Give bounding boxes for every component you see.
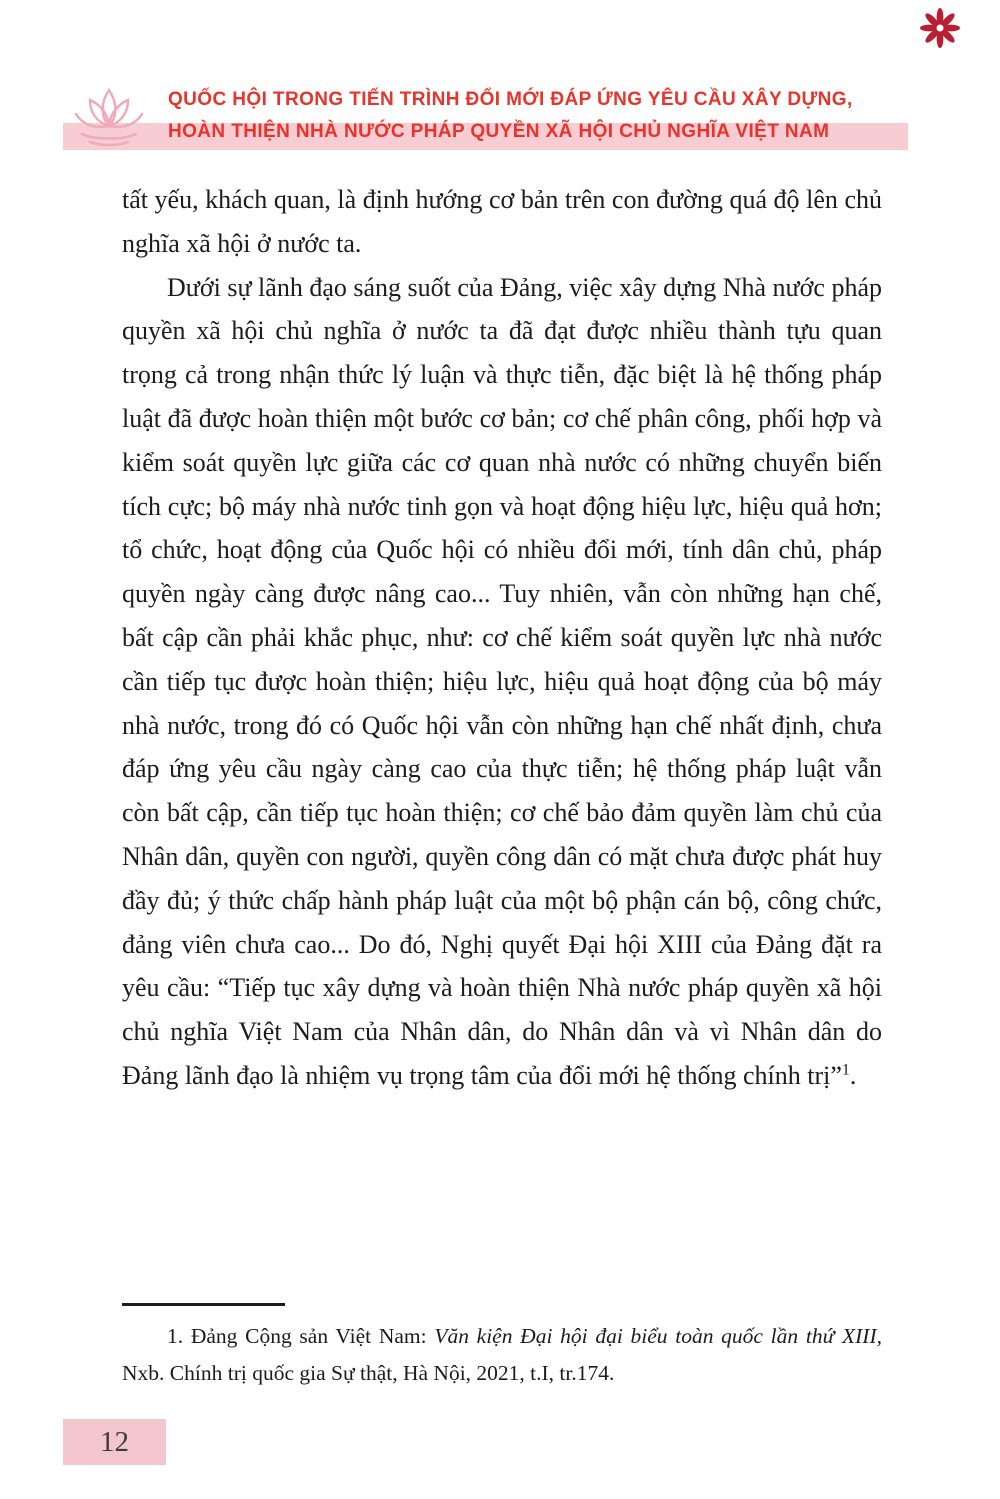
page-number-band (63, 1419, 166, 1465)
lotus-logo (66, 82, 152, 148)
page-header (0, 78, 1000, 158)
paragraph-main-text: Dưới sự lãnh đạo sáng suốt của Đảng, việc xây dựng Nhà nước pháp quyền xã hội chủ nghĩa ở nước ta đã đạt được nhiều thành tựu quan trọng cả trong nhận thức lý luận và thực tiễn, đặc biệt là hệ thống pháp luật đã được hoàn thiện một bước cơ bản; cơ chế phân công, phối hợp và kiểm soát quyền lực giữa các cơ quan nhà nước có những chuyển biến tích cực; bộ máy nhà nước tinh gọn và hoạt động hiệu lực, hiệu quả hơn; tổ chức, hoạt động của Quốc hội có nhiều đổi mới, tính dân chủ, pháp quyền ngày càng được nâng cao... Tuy nhiên, vẫn còn những hạn chế, bất cập cần phải khắc phục, như: cơ chế kiểm soát quyền lực nhà nước cần tiếp tục được hoàn thiện; hiệu lực, hiệu quả hoạt động của bộ máy nhà nước, trong đó có Quốc hội vẫn còn những hạn chế nhất định, chưa đáp ứng yêu cầu ngày càng cao của thực tiễn; hệ thống pháp luật vẫn còn bất cập, cần tiếp tục hoàn thiện; cơ chế bảo đảm quyền làm chủ của Nhân dân, quyền con người, quyền công dân có mặt chưa được phát huy đầy đủ; ý thức chấp hành pháp luật của một bộ phận cán bộ, công chức, đảng viên chưa cao... Do đó, Nghị quyết Đại hội XIII của Đảng đặt ra yêu cầu: “Tiếp tục xây dựng và hoàn thiện Nhà nước pháp quyền xã hội chủ nghĩa Việt Nam của Nhân dân, do Nhân dân và vì Nhân dân do Đảng lãnh đạo là nhiệm vụ trọng tâm của đổi mới hệ thống chính trị” (122, 272, 882, 1090)
footnote-work-title: Văn kiện Đại hội đại biểu toàn quốc lần thứ XIII, (434, 1324, 882, 1348)
page-body (122, 178, 882, 1098)
flower-icon (920, 8, 960, 48)
paragraph-main-period: . (849, 1060, 857, 1090)
header-line-1: QUỐC HỘI TRONG TIẾN TRÌNH ĐỔI MỚI ĐÁP ỨNG YÊU CẦU XÂY DỰNG, (168, 89, 853, 110)
footnote-rule (122, 1303, 285, 1306)
footnote-lead: 1. Đảng Cộng sản Việt Nam: (167, 1324, 435, 1348)
paragraph-main (122, 266, 882, 1098)
paragraph-continuation: tất yếu, khách quan, là định hướng cơ bản trên con đường quá độ lên chủ nghĩa xã hội ở nước ta. (122, 185, 882, 258)
page-number: 12 (100, 1425, 129, 1458)
footnote-marker: 1 (841, 1061, 850, 1079)
header-title (168, 84, 928, 148)
header-line-2: HOÀN THIỆN NHÀ NƯỚC PHÁP QUYỀN XÃ HỘI CHỦ NGHĨA VIỆT NAM (168, 121, 830, 142)
footnote (122, 1318, 882, 1392)
footnote-publisher: Nxb. Chính trị quốc gia Sự thật, Hà Nội, 2021, t.I, tr.174. (122, 1361, 615, 1385)
